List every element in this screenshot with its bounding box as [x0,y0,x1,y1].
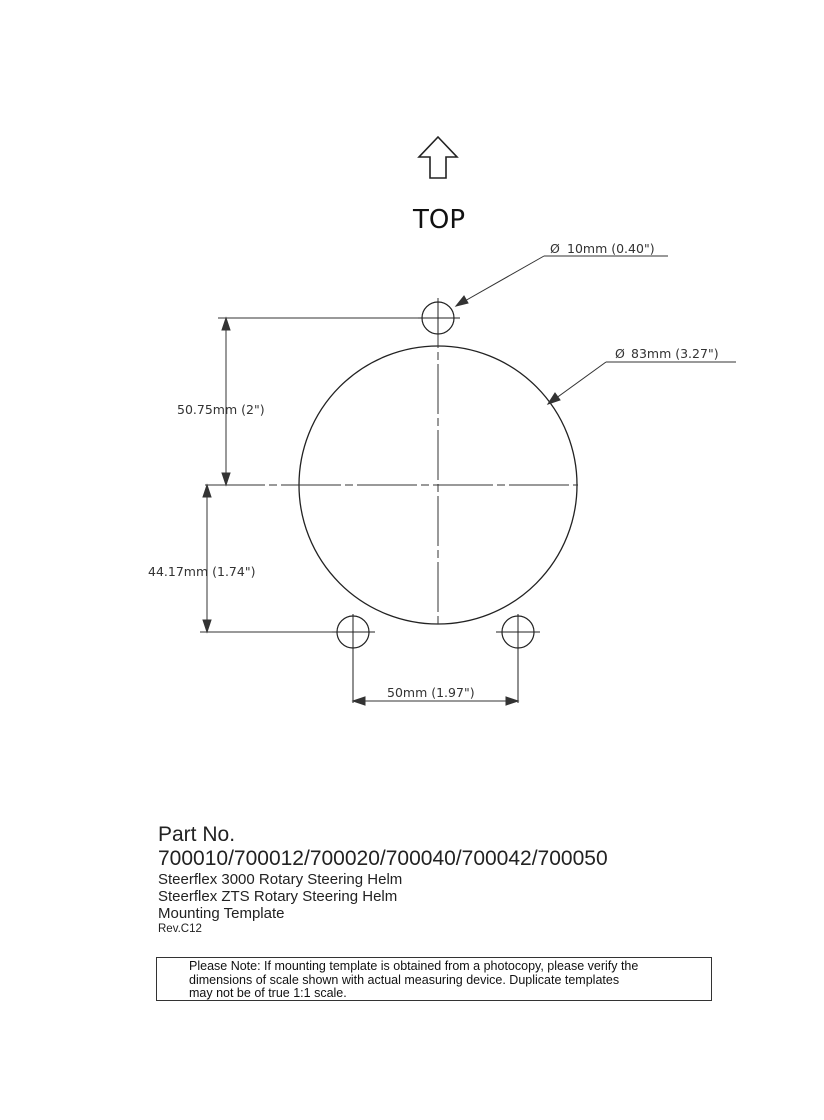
bottom-right-mounting-hole [496,614,540,703]
small-hole-dimension: 10mm (0.40") [567,241,655,256]
revision: Rev.C12 [158,923,202,935]
upper-vertical-label: 50.75mm (2") [177,402,265,417]
part-info [158,823,778,936]
large-hole-leader [548,362,736,404]
part-number-heading: Part No. [158,823,236,846]
large-hole-dimension: 83mm (3.27") [631,346,719,361]
top-mounting-hole [416,302,460,334]
lower-vertical-dimension [200,485,332,632]
note-line: may not be of true 1:1 scale. [189,986,347,1000]
note-line: dimensions of scale shown with actual measuring device. Duplicate templates [189,972,620,987]
description-line: Mounting Template [158,905,285,922]
lower-vertical-label: 44.17mm (1.74") [148,564,256,579]
large-hole-diameter-symbol: Ø [615,346,625,361]
up-arrow-icon [419,137,457,178]
note-line: Please Note: If mounting template is obtained from a photocopy, please verify the [189,959,639,973]
description-line: Steerflex ZTS Rotary Steering Helm [158,888,398,905]
horizontal-label: 50mm (1.97") [387,685,475,700]
top-label: TOP [413,205,466,235]
description-line: Steerflex 3000 Rotary Steering Helm [158,871,403,888]
small-hole-diameter-symbol: Ø [550,241,560,256]
small-hole-leader [456,256,668,306]
bottom-left-mounting-hole [331,614,375,703]
scale-note-box [156,957,712,1001]
part-numbers: 700010/700012/700020/700040/700042/700050 [158,847,608,870]
